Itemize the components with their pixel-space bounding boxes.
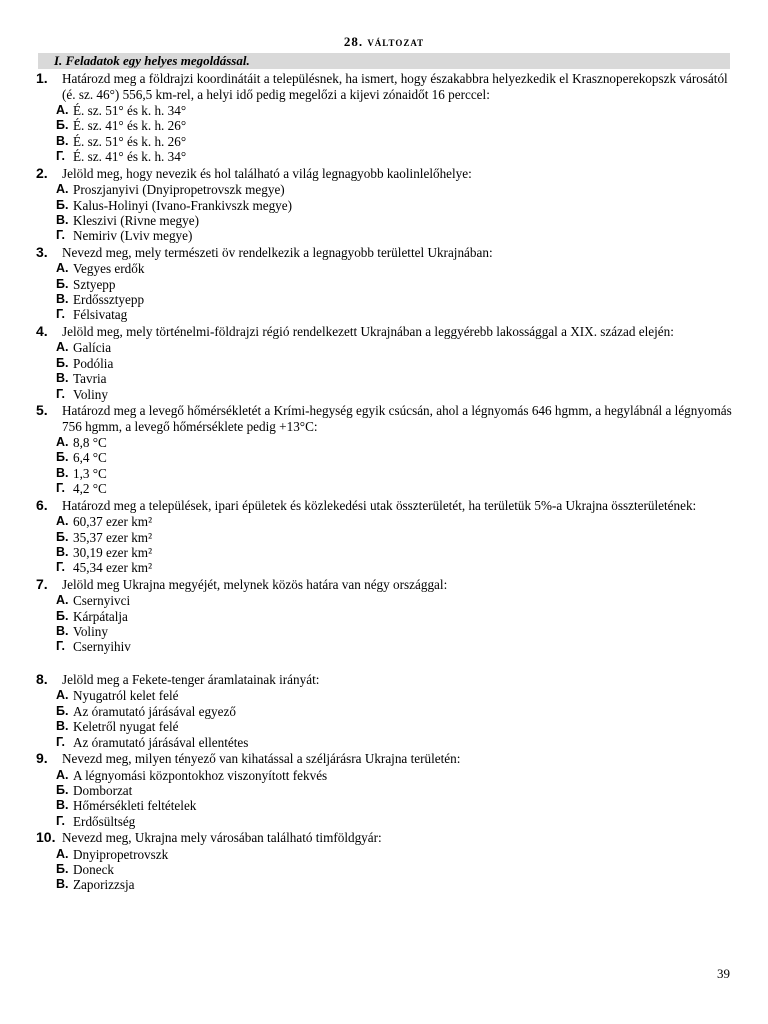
option-text: 35,37 ezer km² (73, 529, 153, 545)
option-text: Félsivatag (73, 307, 128, 323)
option-letter: A. (56, 688, 69, 703)
option-letter: Б. (56, 118, 69, 133)
option-text: 6,4 °C (73, 450, 107, 466)
question-row (36, 672, 736, 688)
option-text: 30,19 ezer km² (73, 544, 153, 560)
page-number: 39 (717, 966, 730, 981)
question-number: 10. (36, 829, 56, 846)
option-letter: В. (56, 212, 69, 227)
answer-option (36, 768, 736, 783)
answer-options (36, 435, 736, 497)
option-text: Dnyipropetrovszk (73, 846, 169, 862)
question-number: 1. (36, 70, 48, 86)
question-4 (36, 324, 736, 402)
option-text: Csernyivci (73, 593, 131, 609)
answer-option (36, 182, 736, 197)
answer-option (36, 530, 736, 545)
question-10 (36, 830, 736, 893)
option-letter: A. (56, 435, 69, 449)
option-text: Nemiriv (Lviv megye) (73, 228, 193, 244)
answer-options (36, 261, 736, 323)
option-text: A légnyomási központokhoz viszonyított fekvés (73, 767, 328, 783)
option-text: Tavria (73, 371, 107, 387)
option-letter: Б. (56, 450, 69, 465)
answer-option (36, 134, 736, 149)
question-6 (36, 498, 736, 576)
answer-option (36, 593, 736, 608)
option-text: Voliny (73, 386, 108, 402)
question-7 (36, 577, 736, 655)
answer-option (36, 735, 736, 750)
question-row (36, 830, 736, 846)
option-letter: Г. (56, 639, 65, 654)
option-text: Domborzat (73, 782, 133, 798)
option-letter: A. (56, 182, 69, 197)
answer-option (36, 466, 736, 481)
option-text: Hőmérsékleti feltételek (73, 798, 197, 814)
answer-options (36, 340, 736, 402)
option-letter: В. (56, 798, 69, 813)
spacer (36, 656, 736, 672)
question-text: Nevezd meg, Ukrajna mely városában található timföldgyár: (62, 830, 382, 846)
answer-options (36, 514, 736, 576)
question-3 (36, 245, 736, 323)
question-9 (36, 751, 736, 829)
answer-option (36, 481, 736, 496)
question-row (36, 751, 736, 767)
option-letter: Б. (56, 862, 69, 877)
answer-option (36, 149, 736, 164)
option-letter: Б. (56, 276, 69, 291)
option-text: Keletről nyugat felé (73, 719, 179, 735)
answer-option (36, 307, 736, 322)
question-1 (36, 71, 736, 165)
answer-option (36, 450, 736, 465)
option-letter: A. (56, 846, 69, 861)
question-text: Nevezd meg, milyen tényező van kihatással a széljárásra Ukrajna területén: (62, 751, 461, 766)
question-number: 4. (36, 322, 48, 339)
option-text: Proszjanyivi (Dnyipropetrovszk megye) (73, 182, 285, 198)
option-letter: A. (56, 514, 69, 529)
option-text: Erdőssztyepp (73, 292, 145, 308)
option-text: É. sz. 51° és k. h. 26° (73, 133, 187, 149)
option-text: 4,2 °C (73, 481, 107, 497)
option-text: Az óramutató járásával ellentétes (73, 734, 249, 750)
question-8 (36, 672, 736, 750)
question-number: 3. (36, 243, 48, 260)
question-text: Határozd meg a levegő hőmérsékletét a Krími-hegység egyik csúcsán, ahol a légnyomás 646 hgmm, a hegylábnál a légnyomás 756 hgmm, a levegő hőmérséklete pedig +13°C: (62, 403, 732, 434)
answer-option (36, 118, 736, 133)
option-letter: В. (56, 371, 69, 386)
answer-option (36, 609, 736, 624)
option-text: É. sz. 41° és k. h. 34° (73, 149, 187, 165)
question-row (36, 577, 736, 593)
option-text: Kleszivi (Rivne megye) (73, 212, 199, 228)
section-header (38, 53, 730, 69)
question-row (36, 245, 736, 261)
question-text: Jelöld meg, mely történelmi-földrajzi régió rendelkezett Ukrajnában a leggyérebb lakossággal a XIX. század elején: (62, 323, 674, 339)
option-letter: A. (56, 767, 69, 782)
answer-option (36, 514, 736, 529)
option-text: Erdősültség (73, 813, 136, 829)
answer-option (36, 688, 736, 703)
option-letter: Б. (56, 703, 69, 718)
option-letter: A. (56, 261, 69, 276)
option-letter: Б. (56, 197, 69, 212)
answer-option (36, 356, 736, 371)
answer-option (36, 847, 736, 862)
answer-option (36, 371, 736, 386)
option-text: Nyugatról kelet felé (73, 688, 179, 704)
answer-option (36, 862, 736, 877)
question-number: 5. (36, 402, 48, 418)
option-letter: В. (56, 292, 69, 307)
question-number: 8. (36, 670, 48, 687)
question-row (36, 498, 736, 514)
option-letter: Г. (56, 228, 65, 243)
option-text: 1,3 °C (73, 465, 107, 481)
answer-option (36, 213, 736, 228)
option-text: Podólia (73, 355, 114, 371)
option-text: Voliny (73, 624, 108, 640)
option-text: Csernyihiv (73, 639, 131, 655)
answer-option (36, 435, 736, 450)
option-text: Sztyepp (73, 276, 116, 292)
answer-option (36, 277, 736, 292)
question-number: 7. (36, 575, 48, 592)
answer-option (36, 292, 736, 307)
option-text: 60,37 ezer km² (73, 514, 153, 530)
option-letter: A. (56, 103, 69, 117)
answer-option (36, 704, 736, 719)
page-title-number: 28. (343, 34, 364, 49)
option-letter: Б. (56, 782, 69, 797)
option-letter: A. (56, 340, 69, 355)
option-letter: В. (56, 465, 69, 480)
option-text: Az óramutató járásával egyező (73, 703, 236, 719)
answer-option (36, 560, 736, 575)
answer-options (36, 688, 736, 750)
answer-options (36, 103, 736, 165)
option-text: 8,8 °C (73, 435, 107, 450)
option-letter: Г. (56, 307, 65, 322)
question-text: Jelöld meg a Fekete-tenger áramlatainak irányát: (62, 671, 320, 687)
answer-option (36, 719, 736, 734)
answer-options (36, 593, 736, 655)
answer-option (36, 387, 736, 402)
option-letter: Б. (56, 529, 69, 544)
question-text: Jelöld meg Ukrajna megyéjét, melynek közös határa van négy országgal: (62, 576, 448, 592)
option-text: Vegyes erdők (73, 261, 145, 277)
question-list (36, 71, 736, 894)
option-text: É. sz. 51° és k. h. 34° (73, 103, 187, 118)
question-text: Jelöld meg, hogy nevezik és hol található a világ legnagyobb kaolinlelőhelye: (62, 165, 472, 181)
answer-option (36, 877, 736, 892)
option-letter: Г. (56, 149, 65, 164)
question-number: 9. (36, 750, 48, 766)
question-number: 6. (36, 496, 48, 513)
question-2 (36, 166, 736, 244)
section-title: I. Feladatok egy helyes megoldással. (54, 53, 250, 68)
option-letter: A. (56, 593, 69, 608)
option-letter: В. (56, 624, 69, 639)
answer-option (36, 545, 736, 560)
option-text: Kalus-Holinyi (Ivano-Frankivszk megye) (73, 197, 293, 213)
question-text: Határozd meg a települések, ipari épületek és közlekedési utak összterületét, ha területük 5%-a Ukrajna összterületének: (62, 497, 697, 513)
question-5 (36, 403, 736, 497)
option-letter: В. (56, 133, 69, 148)
question-text: Határozd meg a földrajzi koordinátáit a településnek, ha ismert, hogy északabbra helyezkedik el Krasznoperekopszk városától (é. sz. 46°) 556,5 km-rel, a helyi idő pedig megelőzi a kijevi zónaidőt 16 perccel: (62, 71, 728, 102)
answer-option (36, 783, 736, 798)
option-text: Galícia (73, 340, 112, 356)
answer-option (36, 103, 736, 118)
answer-options (36, 847, 736, 893)
answer-option (36, 198, 736, 213)
question-row (36, 403, 736, 434)
option-letter: Г. (56, 481, 65, 496)
option-text: Zaporizzsja (73, 877, 135, 893)
answer-options (36, 182, 736, 244)
question-number: 2. (36, 164, 48, 181)
option-letter: Г. (56, 560, 65, 575)
option-letter: В. (56, 719, 69, 734)
option-letter: В. (56, 877, 69, 892)
question-row (36, 71, 736, 102)
answer-option (36, 814, 736, 829)
option-letter: Б. (56, 355, 69, 370)
option-letter: Г. (56, 813, 65, 828)
answer-option (36, 624, 736, 639)
option-letter: Г. (56, 386, 65, 401)
answer-option (36, 228, 736, 243)
answer-option (36, 261, 736, 276)
question-row (36, 166, 736, 182)
answer-option (36, 340, 736, 355)
question-text: Nevezd meg, mely természeti öv rendelkezik a legnagyobb területtel Ukrajnában: (62, 244, 493, 260)
option-text: Doneck (73, 862, 115, 878)
option-text: 45,34 ezer km² (73, 560, 153, 576)
option-text: Kárpátalja (73, 608, 128, 624)
answer-options (36, 768, 736, 830)
option-letter: В. (56, 544, 69, 559)
question-row (36, 324, 736, 340)
page-title (0, 34, 768, 50)
answer-option (36, 798, 736, 813)
option-text: É. sz. 41° és k. h. 26° (73, 118, 187, 134)
page-title-word: változat (367, 34, 425, 49)
option-letter: Г. (56, 734, 65, 749)
answer-option (36, 639, 736, 654)
option-letter: Б. (56, 608, 69, 623)
